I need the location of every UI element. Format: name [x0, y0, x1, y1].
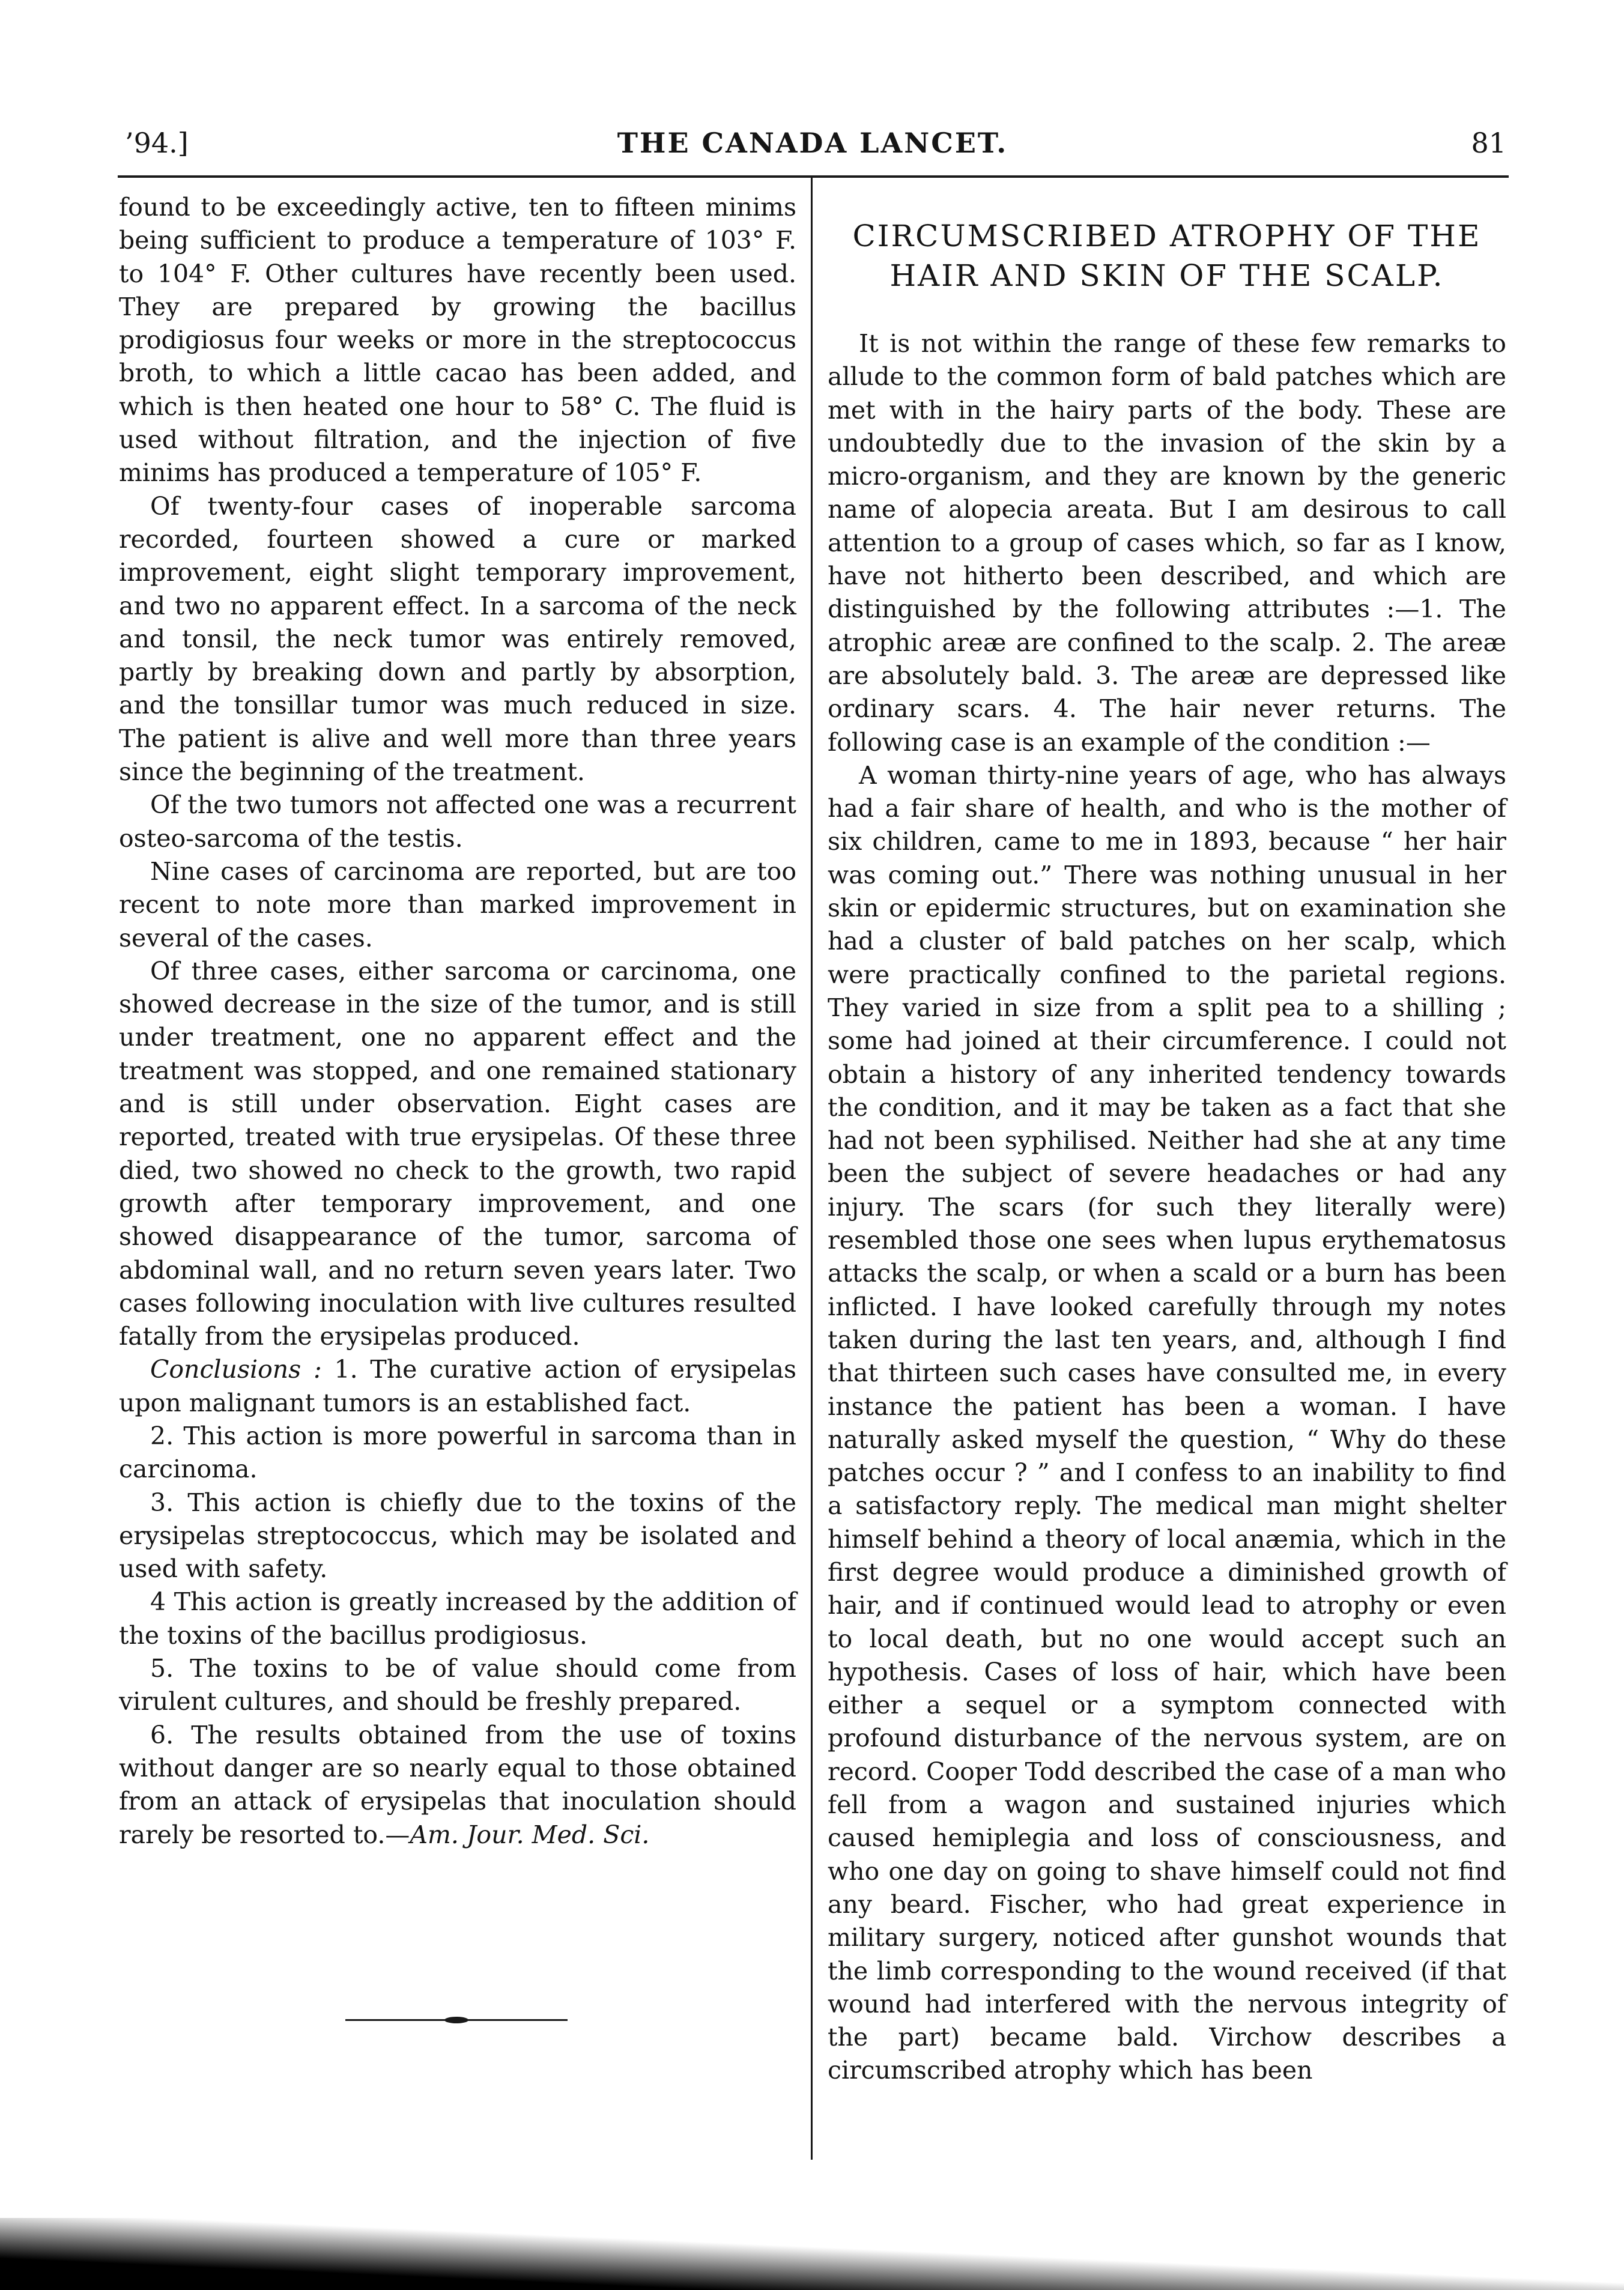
right-column [828, 327, 1506, 2088]
paragraph: A woman thirty-nine years of age, who has always had a fair share of health, and who is the mother of six children, came to me in 1893, because “ her hair was coming out.” There was nothing unusual in her skin or epidermic structures, but on examination she had a cluster of bald patches on her scalp, which were practically confined to the parietal regions. They varied in size from a split pea to a shilling ; some had joined at their circumference. I could not obtain a history of any inherited tendency towards the condition, and it may be taken as a fact that she had not been syphilised. Neither had she at any time been the subject of severe headaches or had any injury. The scars (for such they literally were) resembled those one sees when lupus erythematosus attacks the scalp, or when a scald or a burn has been inflicted. I have looked carefully through my notes taken during the last ten years, and, although I find that thirteen such cases have consulted me, in every instance the patient has been a woman. I have naturally asked myself the question, “ Why do these patches occur ? ” and I confess to an inability to find a satisfactory reply. The medical man might shelter himself behind a theory of local anæmia, which in the first degree would produce a diminished growth of hair, and if continued would lead to atrophy or even to local death, but no one would accept such an hypothesis. Cases of loss of hair, which have been either a sequel or a symptom connected with profound disturbance of the nervous system, are on record. Cooper Todd described the case of a man who fell from a wagon and sustained injuries which caused hemiplegia and loss of consciousness, and who one day on going to shave himself could not find any beard. Fischer, who had great experience in military surgery, noticed after gunshot wounds that the limb corresponding to the wound received (if that wound had interfered with the nervous integrity of the part) became bald. Virchow describes a circumscribed atrophy which has been [828, 760, 1506, 2085]
running-header [119, 125, 1506, 167]
conclusion-text: 6. The results obtained from the use of toxins without danger are so nearly equal to those obtained from an attack of erysipelas that inoculation should rarely be resorted to.— [119, 1720, 796, 1849]
paragraph: Of the two tumors not affected one was a recurrent osteo-sarcoma of the testis. [119, 790, 796, 853]
page-number: 81 [1471, 127, 1506, 159]
paragraph: It is not within the range of these few remarks to allude to the common form of bald patches which are met with in the hairy parts of the body. These are undoubtedly due to the invasion of the skin by a micro-organism, and they are known by the generic name of alopecia areata. But I am desirous to call attention to a group of cases which, so far as I know, have not hitherto been described, and which are distinguished by the following attributes :—1. The atrophic areæ are confined to the scalp. 2. The areæ are absolutely bald. 3. The areæ are depressed like ordinary scars. 4. The hair never returns. The following case is an example of the condition :— [828, 329, 1506, 757]
header-rule [118, 175, 1509, 178]
conclusion-2: 2. This action is more powerful in sarcoma than in carcinoma. [119, 1421, 796, 1484]
conclusion-6 [119, 1719, 796, 1852]
journal-title: THE CANADA LANCET. [617, 127, 1008, 159]
conclusions-label: Conclusions : [150, 1355, 322, 1384]
paragraph: Of twenty-four cases of inoperable sarcoma recorded, fourteen showed a cure or marked improvement, eight slight temporary improvement, and two no apparent effect. In a sarcoma of the neck and tonsil, the neck tumor was entirely removed, partly by breaking down and partly by absorption, and the tonsillar tumor was much reduced in size. The patient is alive and well more than three years since the beginning of the treatment. [119, 491, 796, 787]
conclusion-1 [119, 1353, 796, 1420]
article-title-line-2: HAIR AND SKIN OF THE SCALP. [889, 258, 1444, 293]
paragraph: Nine cases of carcinoma are reported, but are too recent to note more than marked improvement in several of the cases. [119, 856, 796, 953]
source-citation: Am. Jour. Med. Sci. [410, 1820, 650, 1849]
article-title-line-1: CIRCUMSCRIBED ATROPHY OF THE [852, 219, 1482, 253]
conclusion-5: 5. The toxins to be of value should come from virulent cultures, and should be freshly prepared. [119, 1654, 796, 1716]
article-title [828, 216, 1506, 295]
conclusion-4: 4 This action is greatly increased by the addition of the toxins of the bacillus prodigiosus. [119, 1587, 796, 1650]
paragraph: Of three cases, either sarcoma or carcinoma, one showed decrease in the size of the tumor, and is still under treatment, one no apparent effect and the treatment was stopped, and one remained stationary and is still under observation. Eight cases are reported, treated with true erysipelas. Of these three died, two showed no check to the growth, two rapid growth after temporary improvement, and one showed disappearance of the tumor, sarcoma of abdominal wall, and no return seven years later. Two cases following inoculation with live cultures resulted fatally from the erysipelas produced. [119, 956, 796, 1351]
left-column [119, 191, 796, 1852]
volume-year: ’94.] [125, 127, 189, 159]
conclusion-text: 1. The curative action of erysipelas upon malignant tumors is an established fact. [119, 1355, 796, 1417]
column-divider [811, 178, 813, 2160]
section-ornament [345, 2017, 568, 2023]
scan-shadow [0, 2218, 1624, 2290]
paragraph: found to be exceedingly active, ten to fifteen minims being sufficient to produce a temperature of 103° F. to 104° F. Other cultures have recently been used. They are prepared by growing the bacillus prodigiosus four weeks or more in the streptococcus broth, to which a little cacao has been added, and which is then heated one hour to 58° C. The fluid is used without filtration, and the injection of five minims has produced a temperature of 105° F. [119, 193, 796, 488]
conclusion-3: 3. This action is chiefly due to the toxins of the erysipelas streptococcus, which may be isolated and used with safety. [119, 1488, 796, 1584]
